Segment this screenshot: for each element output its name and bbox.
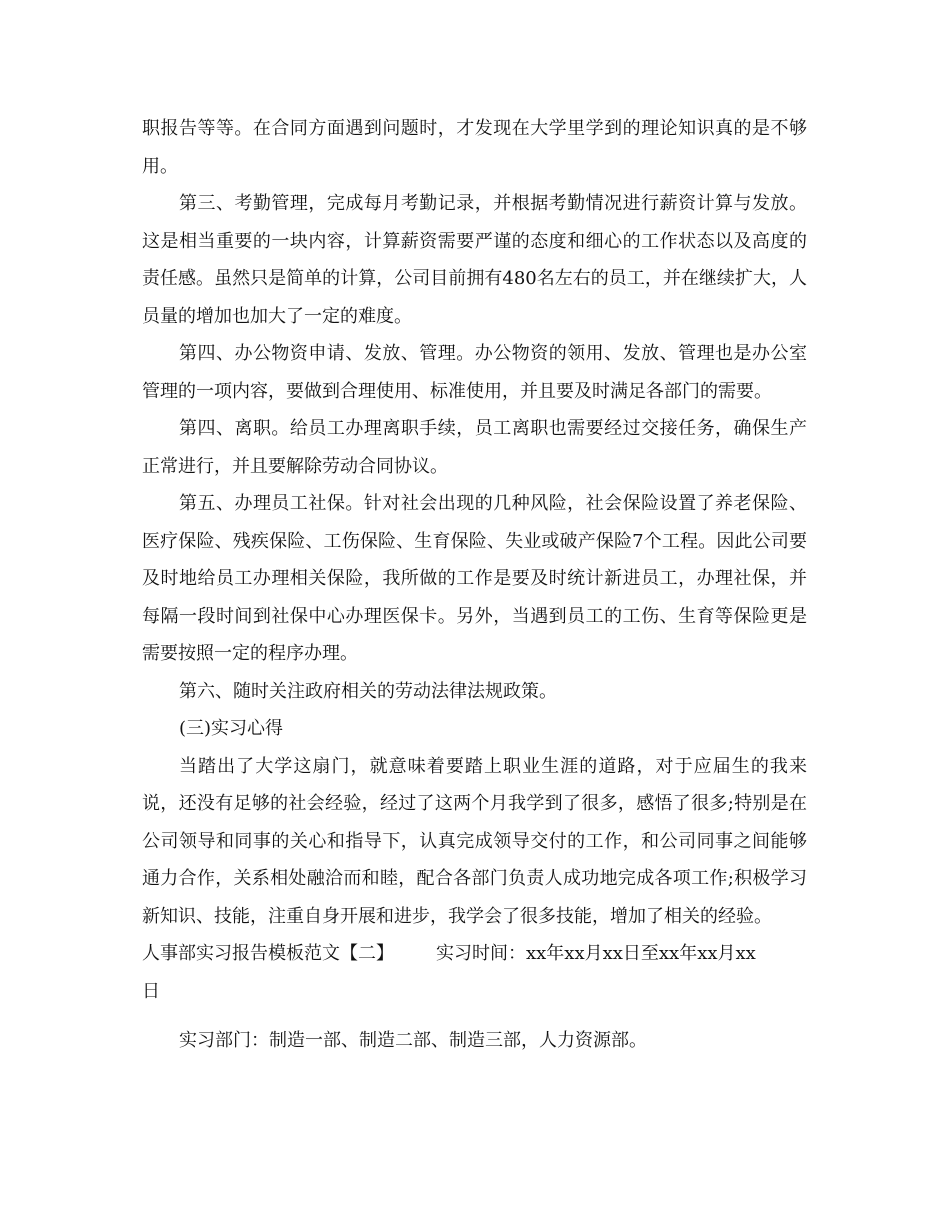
paragraph-attendance-management: 第三、考勤管理，完成每月考勤记录，并根据考勤情况进行薪资计算与发放。这是相当重要的一块内容，计算薪资需要严谨的态度和细心的工作状态以及高度的责任感。虽然只是简单的计算，公司目前拥有480名左右的员工，并在继续扩大，人员量的增加也加大了一定的难度。 (142, 193, 807, 327)
section-title: 人事部实习报告模板范文【二】 (142, 943, 394, 964)
paragraph-office-supplies: 第四、办公物资申请、发放、管理。办公物资的领用、发放、管理也是办公室管理的一项内容，要做到合理使用、标准使用，并且要及时满足各部门的需要。 (142, 343, 807, 402)
paragraph-labor-law: 第六、随时关注政府相关的劳动法律法规政策。 (179, 680, 557, 702)
document-page (142, 110, 807, 1060)
internship-department: 实习部门：制造一部、制造二部、制造三部，人力资源部。 (179, 1030, 647, 1051)
paragraph-social-insurance: 第五、办理员工社保。针对社会出现的几种风险，社会保险设置了养老保险、医疗保险、残疾保险、工伤保险、生育保险、失业或破产保险7个工程。因此公司要及时地给员工办理相关保险，我所做的工作是要及时统计新进员工，办理社保，并每隔一段时间到社保中心办理医保卡。另外，当遇到员工的工伤、生育等保险更是需要按照一定的程序办理。 (142, 493, 807, 664)
paragraph-resignation: 第四、离职。给员工办理离职手续，员工离职也需要经过交接任务，确保生产正常进行，并且要解除劳动合同协议。 (142, 418, 807, 477)
subheading-internship-reflection: (三)实习心得 (179, 718, 284, 739)
paragraph-internship-reflection: 当踏出了大学这扇门，就意味着要踏上职业生涯的道路，对于应届生的我来说，还没有足够的社会经验，经过了这两个月我学到了很多，感悟了很多;特别是在公司领导和同事的关心和指导下，认真完成领导交付的工作，和公司同事之间能够通力合作，关系相处融洽而和睦，配合各部门负责人成功地完成各项工作;积极学习新知识、技能，注重自身开展和进步，我学会了很多技能，增加了相关的经验。 (142, 755, 807, 927)
internship-time: 实习时间：xx年xx月xx日至xx年xx月xx (436, 943, 756, 964)
section-title-line (142, 935, 807, 973)
paragraph-report-continuation: 职报告等等。在合同方面遇到问题时，才发现在大学里学到的理论知识真的是不够用。 (142, 118, 807, 177)
internship-time-continuation: 日 (142, 980, 160, 1002)
